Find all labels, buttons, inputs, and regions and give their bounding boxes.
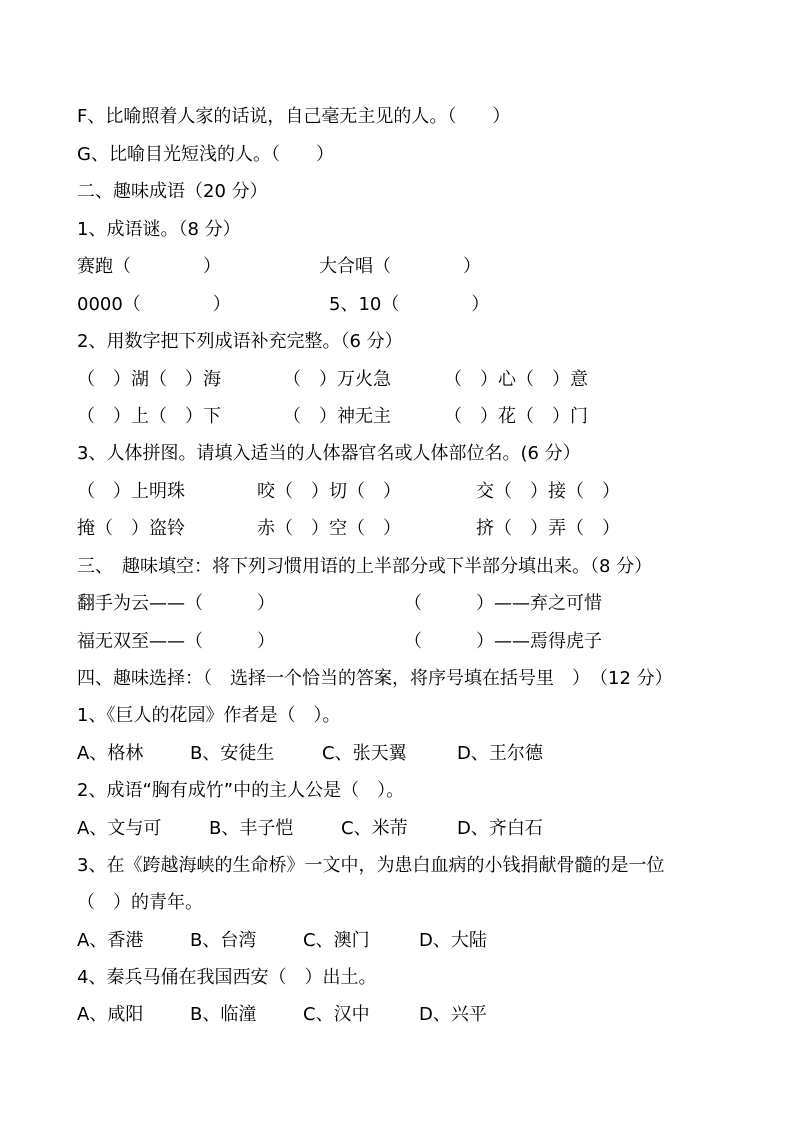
choice-question-3-line-1: 3、在《跨越海峡的生命桥》一文中，为患白血病的小钱捐献骨髓的是一位 [77, 855, 665, 876]
choice-question-1: 1、《巨人的花园》作者是（ ）。 [77, 705, 341, 726]
riddle-2: 大合唱（ ） [319, 256, 481, 277]
choice-4-a: A、咸阳 [77, 1004, 144, 1025]
fill-1: 翻手为云——（ ） [77, 593, 275, 614]
riddle-1: 赛跑（ ） [77, 256, 221, 277]
choice-4-d: D、兴平 [419, 1004, 487, 1025]
idiom-number-4: （ ）上（ ）下 [77, 406, 221, 427]
choice-1-c: C、张天翼 [322, 743, 407, 764]
body-idiom-1: （ ）上明珠 [77, 481, 185, 502]
question-1-riddles: 1、成语谜。（8 分） [77, 219, 241, 240]
choice-2-c: C、米芾 [341, 818, 408, 839]
choice-2-d: D、齐白石 [457, 818, 543, 839]
choice-3-a: A、香港 [77, 930, 144, 951]
section-3-title: 三、 趣味填空：将下列习惯用语的上半部分或下半部分填出来。（8 分） [77, 556, 653, 577]
idiom-number-5: （ ）神无主 [283, 406, 391, 427]
choice-question-2: 2、成语“胸有成竹”中的主人公是（ ）。 [77, 780, 405, 801]
section-4-title: 四、趣味选择：（ 选择一个恰当的答案，将序号填在括号里 ） （12 分） [77, 668, 673, 689]
choice-1-a: A、格林 [77, 743, 144, 764]
body-idiom-5: 赤（ ）空（ ） [257, 518, 401, 539]
idiom-number-2: （ ）万火急 [283, 369, 391, 390]
question-2-numbers: 2、用数字把下列成语补充完整。（6 分） [77, 331, 403, 352]
riddle-3: 0000（ ） [77, 294, 231, 315]
fill-3: 福无双至——（ ） [77, 631, 275, 652]
body-idiom-3: 交（ ）接（ ） [476, 481, 620, 502]
body-idiom-6: 挤（ ）弄（ ） [476, 518, 620, 539]
choice-3-c: C、澳门 [303, 930, 370, 951]
choice-4-c: C、汉中 [303, 1004, 370, 1025]
question-3-body: 3、人体拼图。请填入适当的人体器官名或人体部位名。(6 分） [77, 443, 581, 464]
item-f: F、比喻照着人家的话说，自己毫无主见的人。（ ） [77, 106, 511, 127]
fill-2: （ ）——弃之可惜 [404, 593, 602, 614]
idiom-number-6: （ ）花（ ）门 [444, 406, 588, 427]
choice-question-4: 4、秦兵马俑在我国西安（ ）出土。 [77, 967, 377, 988]
choice-2-a: A、文与可 [77, 818, 162, 839]
item-g: G、比喻目光短浅的人。（ ） [77, 144, 334, 165]
choice-3-b: B、台湾 [190, 930, 257, 951]
choice-1-d: D、王尔德 [457, 743, 543, 764]
choice-question-3-line-2: （ ）的青年。 [77, 892, 203, 913]
riddle-4: 5、10（ ） [329, 294, 490, 315]
choice-3-d: D、大陆 [419, 930, 487, 951]
idiom-number-3: （ ）心（ ）意 [444, 369, 588, 390]
choice-1-b: B、安徒生 [190, 743, 275, 764]
choice-2-b: B、丰子恺 [209, 818, 294, 839]
choice-4-b: B、临潼 [190, 1004, 257, 1025]
fill-4: （ ）——焉得虎子 [404, 631, 602, 652]
body-idiom-4: 掩（ ）盗铃 [77, 518, 185, 539]
section-2-title: 二、趣味成语（20 分） [77, 181, 268, 202]
idiom-number-1: （ ）湖（ ）海 [77, 369, 221, 390]
body-idiom-2: 咬（ ）切（ ） [257, 481, 401, 502]
